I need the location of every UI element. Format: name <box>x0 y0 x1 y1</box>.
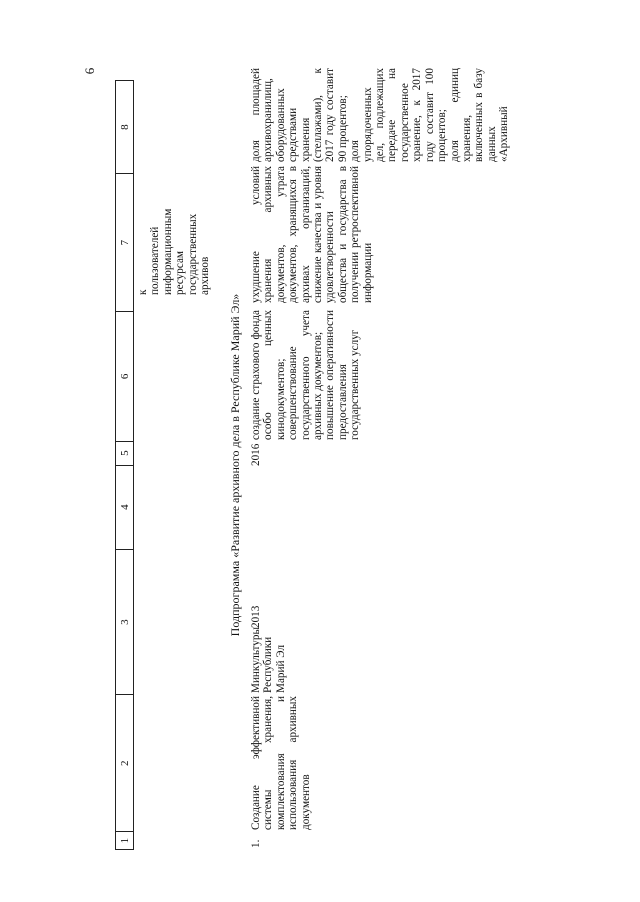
continuation-cell-col7: к пользователей информационным ресурсам государственных архивов <box>137 208 212 295</box>
indicators-link: доля площадей архивохранилищ, оборудованных средствами хранения (стеллажами), к 2017 году составит 90 процентов; доля упорядоченных дел, подлежащих передаче на государственное хранение, к 2017 году составит 100 процентов; доля единиц хранения, включенных в базу данных «Архивный <box>250 68 511 162</box>
header-col-6: 6 <box>116 311 134 441</box>
subprogram-title: Подпрограмма «Развитие архивного дела в Республике Марий Эл» <box>228 293 242 637</box>
rotated-table-frame <box>115 68 625 850</box>
header-col-4: 4 <box>116 465 134 549</box>
header-col-7: 7 <box>116 174 134 312</box>
non-implementation-consequences: ухудшение условий хранения архивных документов, утрата документов, хранящихся в архивах организаций, снижение качества и уровня удовлетворенности общества и государства в получении ретроспективной информации <box>250 166 374 303</box>
activity-name: Создание эффективной системы хранения, комплектования и использования архивных документов <box>250 696 312 830</box>
header-col-3: 3 <box>116 549 134 695</box>
row-number: 1. <box>250 839 262 848</box>
page-number: 6 <box>82 67 97 75</box>
header-col-1: 1 <box>116 832 134 850</box>
expected-result: создание страхового фонда особо ценных кинодокументов; совершенствование государственного учета архивных документов; повышение оперативности предоставления государственных услуг <box>250 310 362 440</box>
executor: Минкультуры Республики Марий Эл <box>250 626 287 693</box>
header-col-8: 8 <box>116 81 134 174</box>
header-col-2: 2 <box>116 695 134 832</box>
end-year: 2016 <box>250 443 262 466</box>
start-year: 2013 <box>250 605 262 628</box>
header-row <box>116 81 134 850</box>
column-header-table <box>115 80 134 850</box>
header-col-5: 5 <box>116 441 134 465</box>
